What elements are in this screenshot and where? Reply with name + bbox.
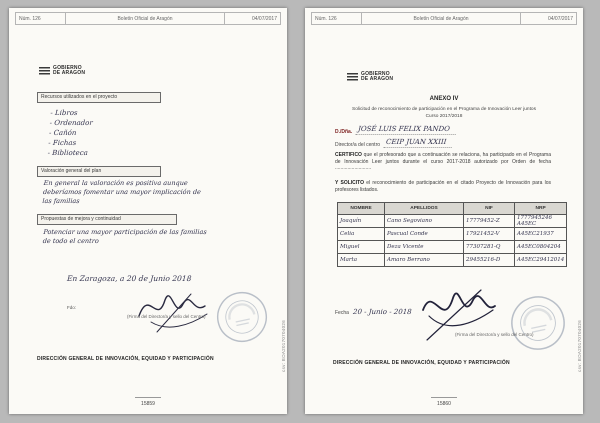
header-title: Boletín Oficial de Aragón bbox=[413, 15, 469, 22]
direccion-general-footer: DIRECCIÓN GENERAL DE INNOVACIÓN, EQUIDAD Y PARTICIPACIÓN bbox=[333, 360, 510, 366]
cell-apellidos: Pascual Conde bbox=[385, 228, 464, 241]
header-issue-number: Núm. 126 bbox=[312, 13, 362, 24]
field-label-recursos: Recursos utilizados en el proyecto bbox=[37, 92, 161, 103]
table-row bbox=[338, 228, 567, 241]
solicito-text: el reconocimiento de participación en el citado Proyecto de Innovación para los profesores listados. bbox=[335, 180, 551, 193]
handwritten-line: - Libros bbox=[50, 109, 78, 117]
d-dna-label: D./Dña. bbox=[335, 129, 353, 135]
field-label-propuestas: Propuestas de mejora y continuidad bbox=[37, 214, 177, 225]
table-row bbox=[338, 215, 567, 228]
logo-line1: GOBIERNO bbox=[361, 71, 390, 77]
handwritten-director-name: JOSÉ LUIS FELIX PANDO bbox=[356, 125, 457, 135]
gobierno-aragon-logo bbox=[39, 66, 85, 76]
handwritten-line: - Biblioteca bbox=[47, 149, 89, 157]
col-header-apellidos: APELLIDOS bbox=[385, 203, 464, 215]
handwritten-line: En general la valoración es positiva aunque bbox=[43, 179, 189, 187]
header-date: 04/07/2017 bbox=[520, 13, 576, 24]
header-date: 04/07/2017 bbox=[224, 13, 280, 24]
header-issue-number: Núm. 126 bbox=[16, 13, 66, 24]
cell-apellidos: Amaro Berrano bbox=[385, 254, 464, 267]
col-header-nif: NIF bbox=[464, 203, 515, 215]
cell-nif: 29455216-D bbox=[464, 254, 515, 267]
certifico-text: que el profesorado que a continuación se relaciona, ha participado en el Programa de Innovación Leer juntos durante el curso 2017-2018 autorizado por Orden de fecha .......................... bbox=[335, 152, 551, 171]
aragon-flag-icon bbox=[347, 73, 358, 82]
handwritten-line: Potenciar una mayor participación de las familias bbox=[43, 228, 207, 236]
aragon-flag-icon bbox=[39, 67, 50, 76]
gobierno-aragon-logo bbox=[347, 72, 393, 82]
cell-nrp: A45EC29412014 bbox=[515, 254, 567, 267]
handwritten-place-date: En Zaragoza, a 20 de Junio 2018 bbox=[66, 274, 192, 283]
director-centro-label: Director/a del centro bbox=[335, 142, 381, 148]
signature bbox=[131, 282, 215, 338]
cell-nrp: A45EC0804204 bbox=[515, 241, 567, 254]
logo-line2: DE ARAGON bbox=[53, 70, 86, 76]
table-row bbox=[338, 241, 567, 254]
csv-code: csv: BOA20170704026 bbox=[281, 320, 286, 372]
school-name-row bbox=[335, 138, 452, 148]
page-left bbox=[9, 8, 287, 414]
firma-note: (Firma del Director/a y sello del Centro) bbox=[455, 332, 534, 337]
official-stamp bbox=[504, 289, 573, 358]
handwritten-fecha: 20 - Junio - 2018 bbox=[352, 308, 412, 316]
page-header bbox=[311, 12, 577, 25]
handwritten-line: las familias bbox=[42, 197, 80, 205]
certifico-keyword: CERTIFICO bbox=[335, 152, 362, 158]
fdo-label: Fdo: bbox=[67, 305, 77, 310]
cell-apellidos: Deza Vicente bbox=[385, 241, 464, 254]
page-number-rule bbox=[135, 397, 161, 398]
handwritten-recursos-list bbox=[47, 108, 94, 158]
cell-apellidos: Cano Segoviano bbox=[385, 215, 464, 228]
direccion-general-footer: DIRECCIÓN GENERAL DE INNOVACIÓN, EQUIDAD Y PARTICIPACIÓN bbox=[37, 356, 214, 362]
logo-text bbox=[361, 72, 393, 82]
logo-line2: DE ARAGON bbox=[361, 76, 394, 82]
table-row bbox=[338, 254, 567, 267]
page-right bbox=[305, 8, 583, 414]
form-subtitle-line1: Solicitud de reconocimiento de participación en el Programa de Innovación Leer juntos bbox=[352, 107, 536, 112]
teacher-roster-table bbox=[337, 202, 567, 267]
form-subtitle-line2: Curso 2017/2018 bbox=[425, 114, 463, 119]
csv-code: csv: BOA20170704026 bbox=[577, 320, 582, 372]
page-number: 15859 bbox=[141, 401, 155, 407]
handwritten-line: de todo el centro bbox=[42, 237, 100, 245]
cell-nif: 17921452-V bbox=[464, 228, 515, 241]
field-label-valoracion: Valoración general del plan bbox=[37, 166, 161, 177]
cell-nombre: Marta bbox=[338, 254, 385, 267]
solicito-keyword: Y SOLICITO bbox=[335, 180, 365, 186]
fecha-row bbox=[335, 308, 412, 316]
table-header-row bbox=[338, 203, 567, 215]
fecha-label: Fecha bbox=[335, 310, 349, 316]
handwritten-line: - Ordenador bbox=[49, 119, 94, 127]
logo-line1: GOBIERNO bbox=[53, 65, 82, 71]
handwritten-line: - Cañón bbox=[48, 129, 77, 137]
cell-nombre: Celia bbox=[338, 228, 385, 241]
handwritten-line: deberíamos fomentar una mayor implicación de bbox=[42, 188, 202, 196]
page-number-rule bbox=[431, 397, 457, 398]
cell-nombre: Joaquín bbox=[338, 215, 385, 228]
firma-note: (Firma del Director/a y sello del Centro) bbox=[127, 314, 206, 319]
handwritten-school-name: CEIP JUAN XXIII bbox=[384, 138, 453, 148]
header-title: Boletín Oficial de Aragón bbox=[117, 15, 173, 22]
cell-nrp: A45EC21937 bbox=[515, 228, 567, 241]
cell-nombre: Miguel bbox=[338, 241, 385, 254]
handwritten-valoracion bbox=[42, 179, 272, 206]
handwritten-line: - Fichas bbox=[48, 139, 77, 147]
solicito-paragraph bbox=[335, 180, 551, 193]
logo-text bbox=[53, 66, 85, 76]
anexo-title: ANEXO IV bbox=[429, 96, 459, 102]
col-header-nombre: NOMBRE bbox=[338, 203, 385, 215]
col-header-nrp: NRP bbox=[515, 203, 567, 215]
official-stamp bbox=[210, 285, 274, 349]
page-number: 15860 bbox=[437, 401, 451, 407]
handwritten-propuestas bbox=[42, 228, 271, 246]
certifico-paragraph bbox=[335, 152, 551, 172]
cell-nif: 77307281-Q bbox=[464, 241, 515, 254]
cell-nrp: 1777945246 A45EC bbox=[515, 215, 567, 228]
director-name-row bbox=[335, 125, 456, 135]
cell-nif: 17779452-Z bbox=[464, 215, 515, 228]
page-header bbox=[15, 12, 281, 25]
